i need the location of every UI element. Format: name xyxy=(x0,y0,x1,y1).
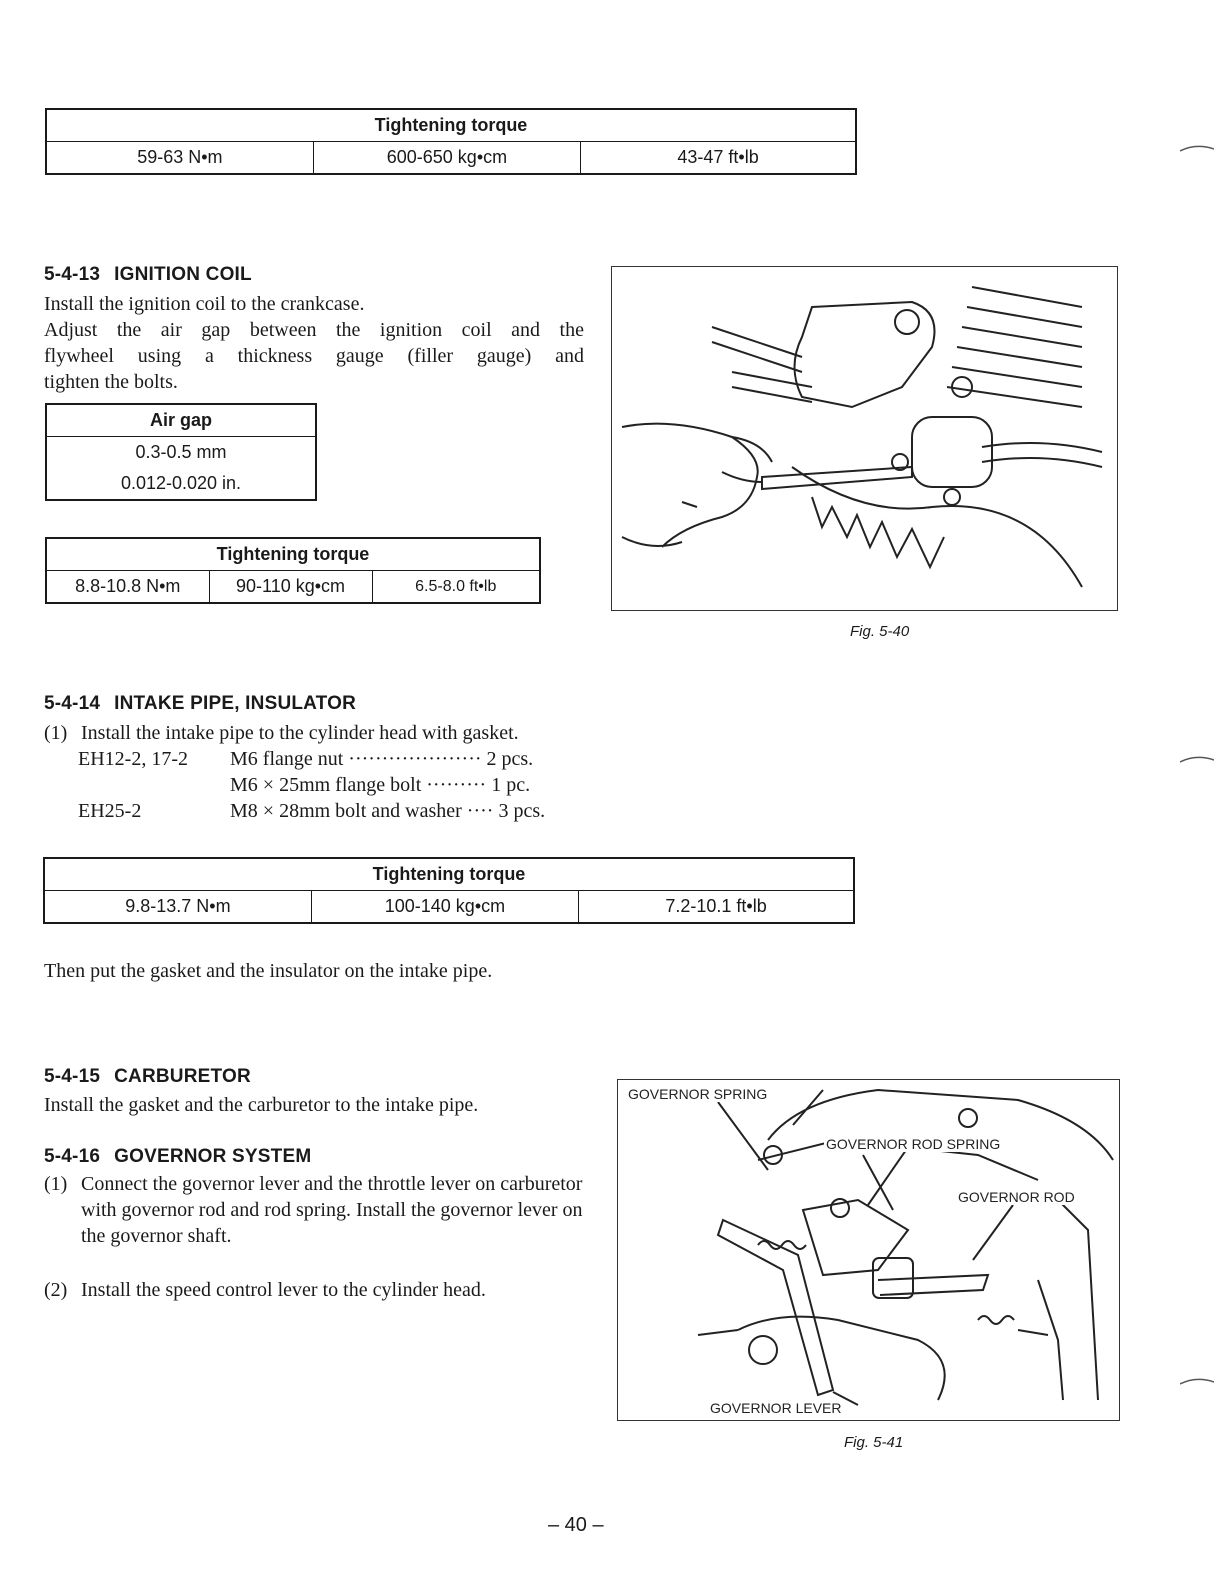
intake-step-1 xyxy=(44,720,644,746)
governor-step-1 xyxy=(44,1171,584,1249)
spec-part: M6 flange nut ···················· xyxy=(230,748,482,770)
air-gap-in: 0.012-0.020 in. xyxy=(46,468,316,500)
torque-kgcm: 90-110 kg•cm xyxy=(209,571,372,604)
section-heading-intake-pipe: 5-4-14 INTAKE PIPE, INSULATOR xyxy=(44,693,357,714)
margin-mark xyxy=(1180,1376,1214,1386)
intake-after-text: Then put the gasket and the insulator on the intake pipe. xyxy=(44,960,493,982)
text-line: flywheel using a thickness gauge (filler gauge) and xyxy=(44,345,584,367)
text-line: tighten the bolts. xyxy=(44,371,178,393)
air-gap-mm: 0.3-0.5 mm xyxy=(46,437,316,469)
torque-table-top xyxy=(45,108,857,175)
section-heading-ignition-coil: 5-4-13 IGNITION COIL xyxy=(44,264,252,285)
step-number: (1) xyxy=(44,722,68,744)
margin-mark xyxy=(1180,754,1214,764)
spec-qty: 2 pcs. xyxy=(486,748,534,770)
text-line: Install the ignition coil to the crankcase. xyxy=(44,293,365,315)
section-heading-carburetor: 5-4-15 CARBURETOR xyxy=(44,1066,251,1087)
step-text: Install the intake pipe to the cylinder head with gasket. xyxy=(81,722,519,744)
margin-mark xyxy=(1180,143,1214,153)
step-number: (1) xyxy=(44,1173,68,1195)
section-heading-governor: 5-4-16 GOVERNOR SYSTEM xyxy=(44,1146,312,1167)
torque-kgcm: 600-650 kg•cm xyxy=(313,142,580,175)
torque-table-header: Tightening torque xyxy=(46,109,856,142)
torque-ftlb: 43-47 ft•lb xyxy=(581,142,856,175)
torque-table-header: Tightening torque xyxy=(46,538,540,571)
torque-nm: 8.8-10.8 N•m xyxy=(46,571,209,604)
figure-governor xyxy=(617,1079,1120,1421)
ignition-coil-illustration xyxy=(612,267,1117,610)
figure-caption: Fig. 5-41 xyxy=(844,1434,904,1451)
ignition-coil-text xyxy=(44,291,584,395)
governor-illustration xyxy=(618,1080,1119,1420)
spec-part: M6 × 25mm flange bolt ········· xyxy=(230,774,487,796)
torque-table-header: Tightening torque xyxy=(44,858,854,891)
torque-kgcm: 100-140 kg•cm xyxy=(311,891,578,924)
torque-ftlb: 6.5-8.0 ft•lb xyxy=(372,571,540,604)
figure-ignition-coil xyxy=(611,266,1118,611)
torque-nm: 9.8-13.7 N•m xyxy=(44,891,311,924)
carburetor-text: Install the gasket and the carburetor to the intake pipe. xyxy=(44,1094,479,1116)
torque-ftlb: 7.2-10.1 ft•lb xyxy=(579,891,854,924)
label-governor-rod-spring: GOVERNOR ROD SPRING xyxy=(826,1136,1001,1152)
label-governor-spring: GOVERNOR SPRING xyxy=(628,1086,768,1102)
step-number: (2) xyxy=(44,1279,68,1301)
spec-part: M8 × 28mm bolt and washer ···· xyxy=(230,800,494,822)
label-governor-lever: GOVERNOR LEVER xyxy=(710,1400,842,1416)
spec-row xyxy=(78,746,533,772)
spec-row xyxy=(78,798,545,824)
spec-qty: 3 pcs. xyxy=(498,800,546,822)
torque-nm: 59-63 N•m xyxy=(46,142,313,175)
text-line: Adjust the air gap between the ignition coil and the xyxy=(44,319,584,341)
step-text: Install the speed control lever to the cylinder head. xyxy=(81,1279,486,1301)
spec-model: EH12-2, 17-2 xyxy=(78,748,188,770)
spec-model: EH25-2 xyxy=(78,800,142,822)
air-gap-header: Air gap xyxy=(46,404,316,437)
torque-table-ignition xyxy=(45,537,541,604)
governor-step-2 xyxy=(44,1277,584,1303)
label-governor-rod: GOVERNOR ROD xyxy=(958,1189,1075,1205)
spec-row xyxy=(78,772,530,798)
spec-qty: 1 pc. xyxy=(491,774,531,796)
page-number: – 40 – xyxy=(548,1514,604,1536)
figure-caption: Fig. 5-40 xyxy=(850,623,910,640)
torque-table-intake xyxy=(43,857,855,924)
air-gap-table xyxy=(45,403,317,501)
step-text: Connect the governor lever and the throttle lever on carburetor with governor rod and rod spring. Install the governor lever on the governor shaft. xyxy=(81,1173,583,1247)
